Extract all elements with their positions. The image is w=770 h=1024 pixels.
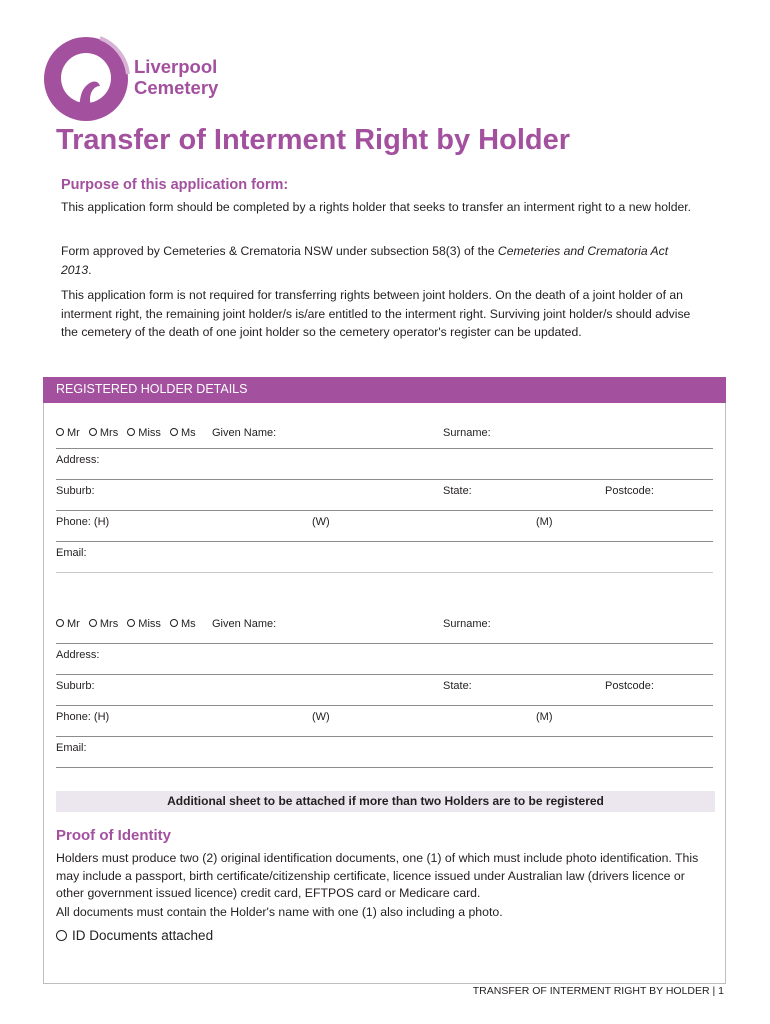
radio-icon bbox=[56, 619, 64, 627]
holder1-phone-mobile-field[interactable]: (M) bbox=[536, 516, 553, 528]
holder2-phone-mobile-field[interactable]: (M) bbox=[536, 711, 553, 723]
holder2-title-mrs[interactable]: Mrs bbox=[89, 618, 118, 630]
holder1-state-field[interactable]: State: bbox=[443, 485, 472, 497]
holder2-title-options bbox=[56, 618, 202, 630]
radio-icon bbox=[89, 428, 97, 436]
holder2-state-field[interactable]: State: bbox=[443, 680, 472, 692]
radio-icon bbox=[56, 428, 64, 436]
section-header: REGISTERED HOLDER DETAILS bbox=[43, 377, 726, 403]
holder1-title-ms[interactable]: Ms bbox=[170, 427, 196, 439]
holder1-postcode-field[interactable]: Postcode: bbox=[605, 485, 654, 497]
p2-suffix: . bbox=[88, 262, 92, 277]
holder2-surname-field[interactable]: Surname: bbox=[443, 618, 491, 630]
holder1-phone-work-field[interactable]: (W) bbox=[312, 516, 330, 528]
holder2-suburb-field[interactable]: Suburb: bbox=[56, 680, 95, 692]
proof-heading: Proof of Identity bbox=[56, 827, 171, 844]
holder1-title-miss[interactable]: Miss bbox=[127, 427, 161, 439]
holder2-phone-home-field[interactable]: Phone: (H) bbox=[56, 711, 110, 723]
radio-icon bbox=[56, 930, 67, 941]
divider bbox=[56, 572, 713, 573]
holder2-email-field[interactable]: Email: bbox=[56, 742, 87, 754]
holder2-title-miss[interactable]: Miss bbox=[127, 618, 161, 630]
divider bbox=[56, 541, 713, 542]
purpose-paragraph-3: This application form is not required for transferring rights between joint holders. On the death of a joint holder of an interment right, the remaining joint holder/s is/are entitled to the interment right. Surviving joint holder/s should advise the cemetery of the death of one joint holder so the cemetery operator's register can be updated. bbox=[61, 288, 691, 339]
holder1-phone-home-field[interactable]: Phone: (H) bbox=[56, 516, 110, 528]
divider bbox=[56, 510, 713, 511]
logo-line2: Cemetery bbox=[134, 77, 219, 98]
divider bbox=[56, 479, 713, 480]
logo-line1: Liverpool bbox=[134, 56, 218, 77]
holder2-title-ms[interactable]: Ms bbox=[170, 618, 196, 630]
dove-logo-icon bbox=[40, 34, 132, 124]
radio-icon bbox=[170, 428, 178, 436]
proof-paragraph: Holders must produce two (2) original identification documents, one (1) of which must include photo identification. This may include a passport, birth certificate/citizenship certificate, licence issued under Australian law (drivers licence or other government issued licence) credit card, EFTPOS card or Medicare card. bbox=[56, 851, 699, 900]
logo-text bbox=[134, 56, 218, 98]
radio-icon bbox=[89, 619, 97, 627]
holder2-postcode-field[interactable]: Postcode: bbox=[605, 680, 654, 692]
radio-icon bbox=[127, 428, 135, 436]
divider bbox=[56, 705, 713, 706]
holder1-title-options bbox=[56, 427, 202, 439]
holder1-address-field[interactable]: Address: bbox=[56, 454, 100, 466]
divider bbox=[56, 767, 713, 768]
act-name: Cemeteries and Crematoria Act 2013 bbox=[61, 244, 669, 277]
proof-paragraph-2: All documents must contain the Holder's name with one (1) also including a photo. bbox=[56, 905, 503, 919]
divider bbox=[56, 643, 713, 644]
radio-icon bbox=[127, 619, 135, 627]
holder1-title-mr[interactable]: Mr bbox=[56, 427, 80, 439]
page-footer: TRANSFER OF INTERMENT RIGHT BY HOLDER | 1 bbox=[472, 985, 724, 997]
holder1-surname-field[interactable]: Surname: bbox=[443, 427, 491, 439]
id-documents-checkbox[interactable] bbox=[56, 928, 213, 943]
id-documents-label: ID Documents attached bbox=[72, 928, 214, 943]
purpose-paragraph-1: This application form should be completed by a rights holder that seeks to transfer an interment right to a new holder. bbox=[61, 200, 692, 214]
divider bbox=[56, 674, 713, 675]
holder2-phone-work-field[interactable]: (W) bbox=[312, 711, 330, 723]
additional-sheet-note: Additional sheet to be attached if more than two Holders are to be registered bbox=[56, 791, 715, 812]
p2-prefix: Form approved by Cemeteries & Crematoria NSW under subsection 58(3) of the bbox=[61, 244, 498, 258]
holder1-suburb-field[interactable]: Suburb: bbox=[56, 485, 95, 497]
page-title: Transfer of Interment Right by Holder bbox=[56, 124, 570, 156]
logo bbox=[40, 34, 240, 124]
divider bbox=[56, 448, 713, 449]
holder1-title-mrs[interactable]: Mrs bbox=[89, 427, 118, 439]
holder2-title-mr[interactable]: Mr bbox=[56, 618, 80, 630]
holder2-given-name-field[interactable]: Given Name: bbox=[212, 618, 277, 630]
purpose-heading: Purpose of this application form: bbox=[61, 177, 289, 193]
radio-icon bbox=[170, 619, 178, 627]
holder2-address-field[interactable]: Address: bbox=[56, 649, 100, 661]
divider bbox=[56, 736, 713, 737]
holder1-email-field[interactable]: Email: bbox=[56, 547, 87, 559]
purpose-paragraph-2 bbox=[61, 242, 701, 279]
holder1-given-name-field[interactable]: Given Name: bbox=[212, 427, 277, 439]
